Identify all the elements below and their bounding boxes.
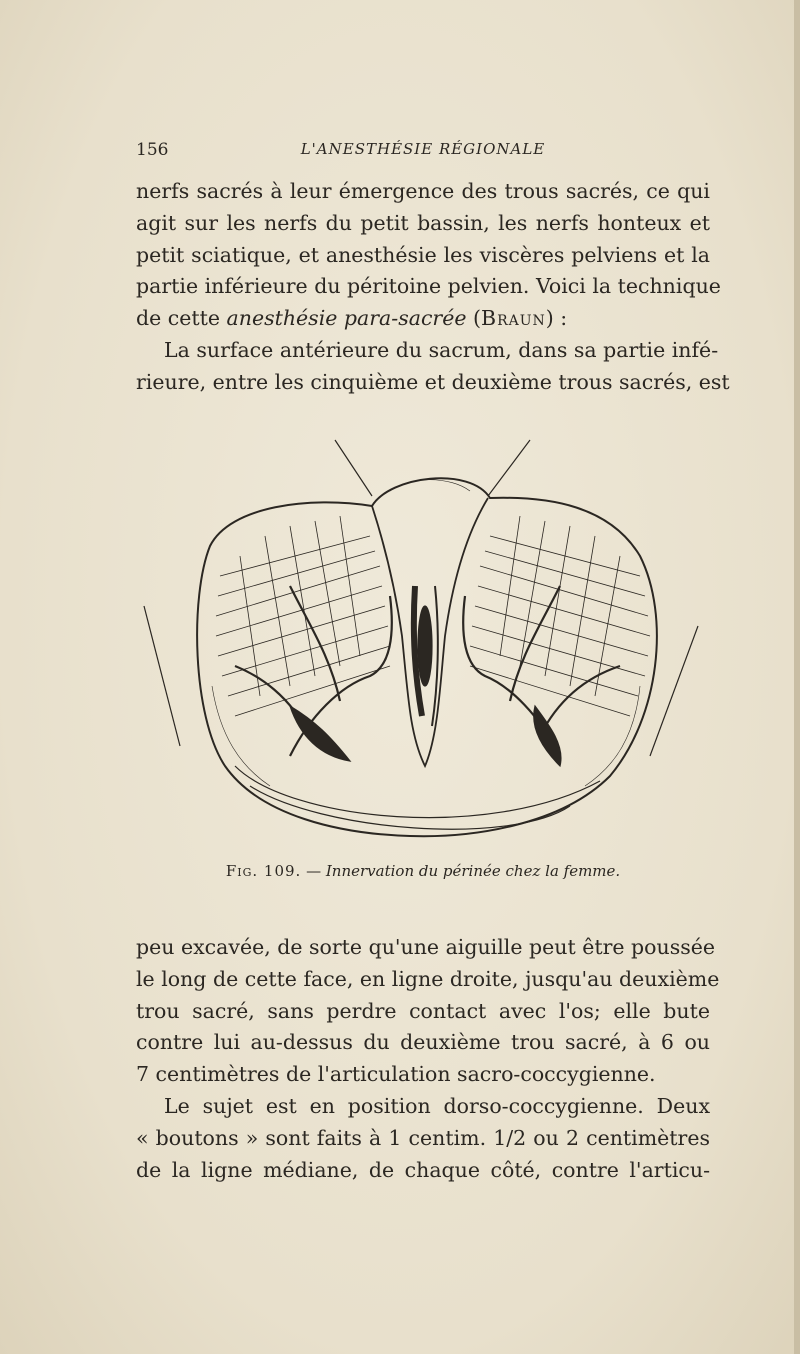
author-name: Braun <box>481 306 546 331</box>
paragraph-4 <box>136 1091 710 1186</box>
figure-illustration <box>140 436 710 856</box>
text-line: Le sujet est en position dorso-coccygienne. Deux <box>164 1094 710 1118</box>
paren-close: ) : <box>545 306 568 331</box>
text-line: rieure, entre les cinquième et deuxième trous sacrés, est <box>136 369 730 394</box>
perineum-engraving <box>140 436 710 856</box>
text-line: agit sur les nerfs du petit bassin, les nerfs honteux et <box>136 210 710 235</box>
text-line: 7 centimètres de l'articulation sacro-coccygienne. <box>136 1062 656 1087</box>
line-prefix: de cette <box>136 306 220 331</box>
paragraph-3 <box>136 932 720 1091</box>
paragraph-1 <box>136 176 721 335</box>
text-line: contre lui au-dessus du deuxième trou sacré, à 6 ou <box>136 1030 710 1055</box>
text-line: le long de cette face, en ligne droite, jusqu'au deuxième <box>136 966 720 991</box>
running-title: L'ANESTHÉSIE RÉGIONALE <box>300 140 546 158</box>
figure-caption <box>136 862 710 880</box>
figure-title: Innervation du périnée chez la femme. <box>325 862 621 880</box>
text-line: de la ligne médiane, de chaque côté, contre l'articu- <box>136 1157 710 1182</box>
figure-label: Fig. 109. <box>225 862 302 880</box>
text-line: La surface antérieure du sacrum, dans sa partie infé- <box>164 338 719 362</box>
text-line: nerfs sacrés à leur émergence des trous sacrés, ce qui <box>136 179 710 203</box>
italic-term: anesthésie para-sacrée <box>226 306 467 331</box>
page-number: 156 <box>136 140 169 160</box>
text-line: partie inférieure du péritoine pelvien. Voici la technique <box>136 274 721 299</box>
text-line: petit sciatique, et anesthésie les viscères pelviens et la <box>136 242 710 267</box>
paren-open: ( <box>473 306 482 331</box>
text-line: « boutons » sont faits à 1 centim. 1/2 ou 2 centimètres <box>136 1125 710 1150</box>
text-line: trou sacré, sans perdre contact avec l'os; elle bute <box>136 998 710 1023</box>
paragraph-2 <box>136 335 730 399</box>
caption-separator: — <box>306 862 322 880</box>
text-line: peu excavée, de sorte qu'une aiguille peut être poussée <box>136 935 716 959</box>
running-head <box>136 140 710 164</box>
text-line <box>136 303 710 335</box>
